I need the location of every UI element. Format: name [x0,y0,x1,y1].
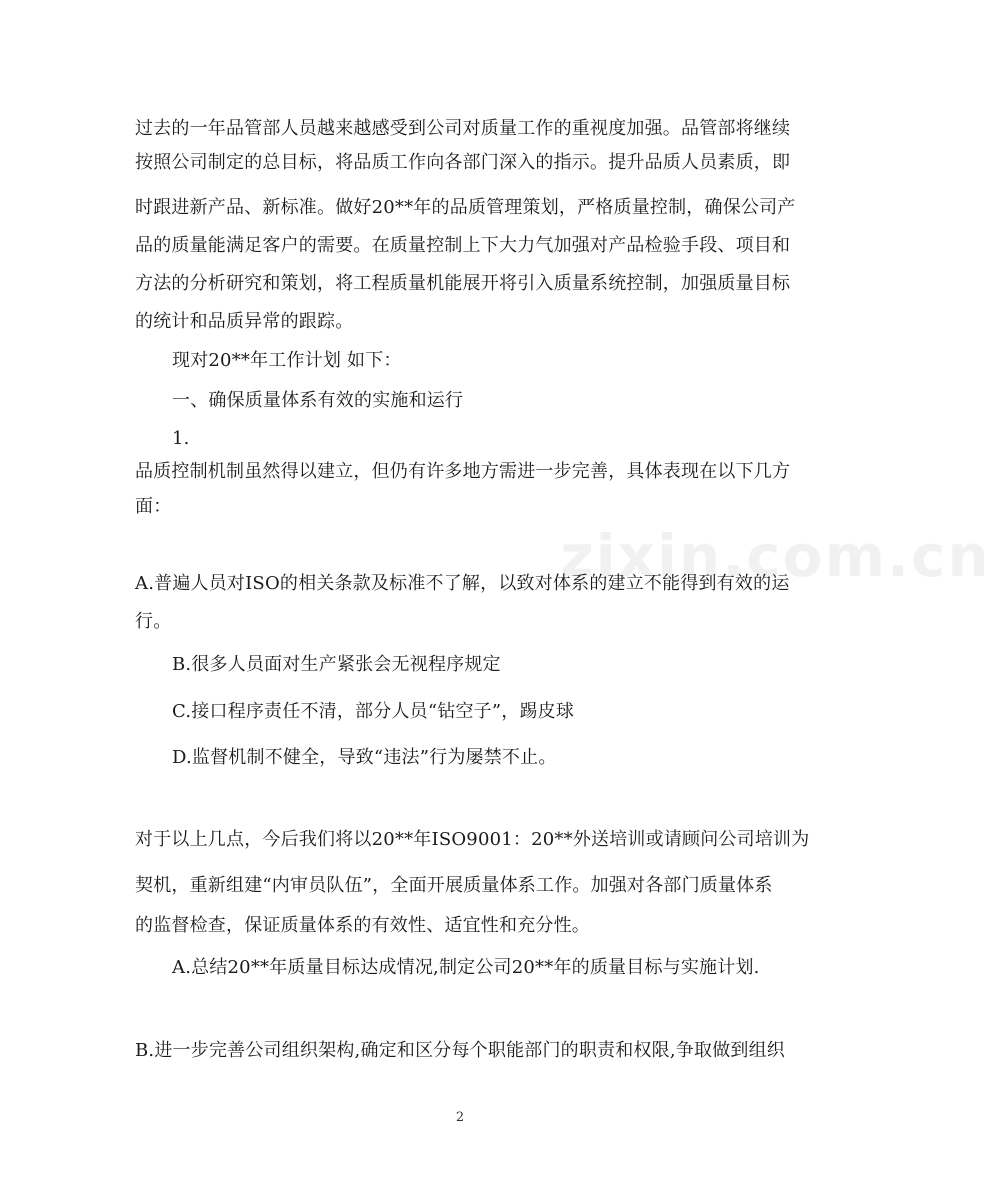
intro-line: 现对20**年工作计划 如下： [172,350,402,371]
list-item: A.普遍人员对ISO的相关条款及标准不了解，以致对体系的建立不能得到有效的运 [135,573,790,594]
list-item: D.监督机制不健全，导致“违法”行为屡禁不止。 [172,747,557,768]
paragraph-line: 过去的一年品管部人员越来越感受到公司对质量工作的重视度加强。品管部将继续 [135,118,791,139]
paragraph-line: 面： [135,496,172,517]
paragraph-line: 契机，重新组建“内审员队伍”，全面开展质量体系工作。加强对各部门质量体系 [135,875,773,896]
paragraph-line: 时跟进新产品、新标准。做好20**年的品质管理策划，严格质量控制，确保公司产 [135,197,796,218]
list-item: B.进一步完善公司组织架构,确定和区分每个职能部门的职责和权限,争取做到组织 [135,1040,785,1061]
list-number: 1. [172,428,190,449]
list-item: A.总结20**年质量目标达成情况,制定公司20**年的质量目标与实施计划. [172,957,760,978]
paragraph-line: 按照公司制定的总目标，将品质工作向各部门深入的指示。提升品质人员素质，即 [135,152,791,173]
watermark: zixin.com.cn [560,522,991,590]
paragraph-line: 品的质量能满足客户的需要。在质量控制上下大力气加强对产品检验手段、项目和 [135,235,791,256]
list-item-continued: 行。 [135,611,172,632]
paragraph-line: 的监督检查，保证质量体系的有效性、适宜性和充分性。 [135,915,590,936]
paragraph-line: 的统计和品质异常的跟踪。 [135,311,354,332]
section-heading: 一、确保质量体系有效的实施和运行 [172,390,464,411]
list-item: B.很多人员面对生产紧张会无视程序规定 [172,654,501,675]
paragraph-line: 品质控制机制虽然得以建立，但仍有许多地方需进一步完善，具体表现在以下几方 [135,461,791,482]
paragraph-line: 方法的分析研究和策划，将工程质量机能展开将引入质量系统控制，加强质量目标 [135,273,791,294]
page-number: 2 [455,1110,465,1125]
paragraph-line: 对于以上几点，今后我们将以20**年ISO9001：20**外送培训或请顾问公司培训为 [135,829,810,850]
list-item: C.接口程序责任不清，部分人员“钻空子”，踢皮球 [172,701,575,722]
